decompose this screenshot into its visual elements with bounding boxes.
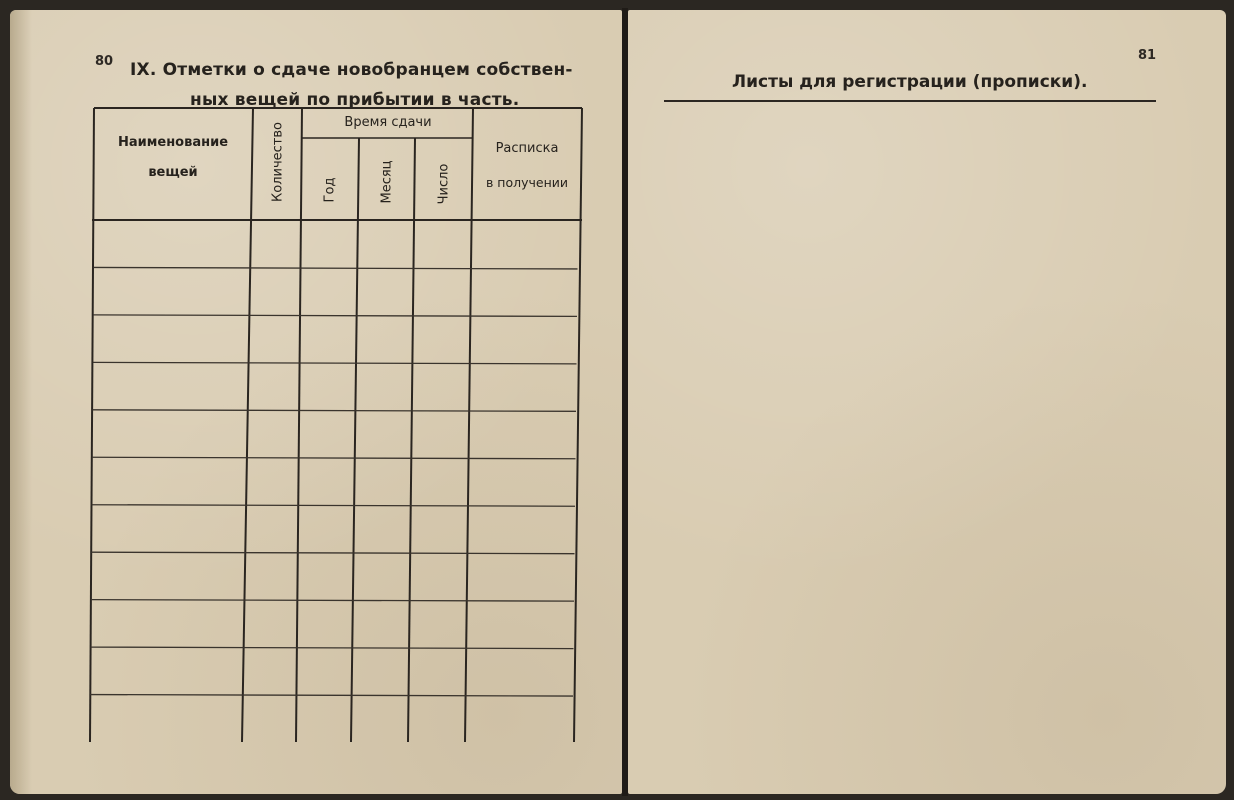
header-receipt xyxy=(476,132,578,200)
page-number-right: 81 xyxy=(1138,48,1157,63)
header-item-name xyxy=(98,128,248,188)
header-item-name-line2: вещей xyxy=(148,165,198,180)
header-receipt-line1: Расписка xyxy=(495,141,559,156)
registration-heading: Листы для регистрации (прописки). xyxy=(732,72,1088,92)
left-page xyxy=(10,10,622,794)
header-day: Число xyxy=(436,163,452,205)
section-heading-line1: IX. Отметки о сдаче новобранцем собствен- xyxy=(130,60,573,80)
table-row-line xyxy=(92,410,576,412)
section-heading-line2: ных вещей по прибытии в часть. xyxy=(190,90,520,110)
header-time-group: Время сдачи xyxy=(344,115,432,130)
header-quantity: Количество xyxy=(270,122,286,202)
header-year: Год xyxy=(322,177,338,203)
heading-rule xyxy=(664,100,1156,102)
right-page xyxy=(628,10,1226,794)
page-number-left: 80 xyxy=(95,54,114,69)
table-row-line xyxy=(90,647,573,649)
table-row-line xyxy=(93,362,577,364)
header-item-name-line1: Наименование xyxy=(117,135,229,150)
table-row-line xyxy=(91,600,574,602)
table-row-line xyxy=(91,552,574,554)
header-month: Месяц xyxy=(379,160,395,204)
table-row-line xyxy=(92,457,576,459)
header-receipt-line2: в получении xyxy=(485,175,569,190)
table-row-line xyxy=(93,315,577,317)
table-row-line xyxy=(90,695,573,697)
table-row-line xyxy=(94,267,578,269)
table-row-line xyxy=(92,505,575,507)
